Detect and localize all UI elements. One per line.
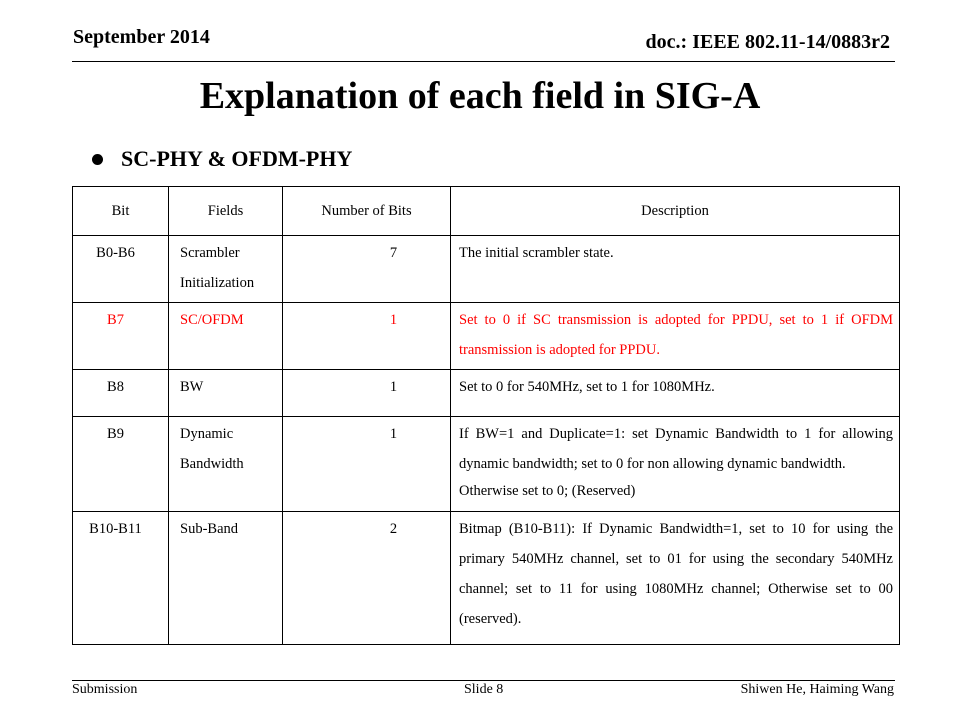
footer-authors: Shiwen He, Haiming Wang — [740, 682, 894, 697]
cell-field-line: Dynamic — [180, 426, 234, 442]
table-row — [73, 370, 900, 417]
bullet-dot-icon — [92, 154, 103, 165]
slide-title: Explanation of each field in SIG-A — [199, 75, 761, 117]
cell-field-line: Bandwidth — [180, 456, 244, 472]
cell-description — [451, 512, 900, 645]
footer-divider — [72, 680, 895, 681]
cell-description-line: If BW=1 and Duplicate=1: set Dynamic Bandwidth to 1 for allowing dynamic bandwidth; set to 0 for non allowing dynamic bandwidth. — [459, 426, 893, 472]
cell-field-line: SC/OFDM — [180, 312, 244, 328]
bullet-item — [92, 146, 352, 172]
cell-bit: B10-B11 — [73, 512, 169, 645]
cell-bit: B7 — [73, 303, 169, 370]
cell-field-line: Sub-Band — [180, 521, 238, 537]
cell-description-line: Bitmap (B10-B11): If Dynamic Bandwidth=1, set to 10 for using the primary 540MHz channel, set to 01 for using the secondary 540MHz channel; set to 11 for using 1080MHz channel; Otherwise set to 00 (reserved). — [459, 521, 893, 627]
header-divider — [72, 61, 895, 62]
cell-bit: B9 — [73, 417, 169, 512]
cell-field — [169, 236, 283, 303]
cell-bit: B8 — [73, 370, 169, 417]
cell-num-bits: 2 — [283, 512, 451, 645]
header-doc-id: doc.: IEEE 802.11-14/0883r2 — [645, 31, 890, 53]
table-row — [73, 303, 900, 370]
cell-description-line: The initial scrambler state. — [459, 245, 614, 261]
header-date: September 2014 — [73, 26, 210, 48]
bullet-text: SC-PHY & OFDM-PHY — [121, 146, 353, 171]
cell-description — [451, 236, 900, 303]
cell-field — [169, 303, 283, 370]
cell-field-line: Initialization — [180, 275, 255, 291]
cell-description-line: Set to 0 for 540MHz, set to 1 for 1080MHz. — [459, 379, 715, 395]
cell-bit: B0-B6 — [73, 236, 169, 303]
header-bit: Bit — [73, 187, 169, 236]
cell-field — [169, 512, 283, 645]
cell-field-line: Scrambler — [180, 245, 240, 261]
cell-field — [169, 370, 283, 417]
table-header-row — [73, 187, 900, 236]
cell-num-bits: 7 — [283, 236, 451, 303]
header-description: Description — [451, 187, 900, 236]
sig-a-field-table — [72, 186, 900, 645]
footer-slide-number: Slide 8 — [464, 682, 504, 697]
cell-description — [451, 303, 900, 370]
footer-submission: Submission — [72, 682, 138, 697]
cell-field — [169, 417, 283, 512]
cell-description — [451, 370, 900, 417]
table-row — [73, 512, 900, 645]
cell-description-line: Otherwise set to 0; (Reserved) — [459, 483, 636, 499]
header-number-of-bits: Number of Bits — [283, 187, 451, 236]
header-fields: Fields — [169, 187, 283, 236]
cell-field-line: BW — [180, 379, 204, 395]
cell-description-line: Set to 0 if SC transmission is adopted for PPDU, set to 1 if OFDM transmission is adopted for PPDU. — [459, 312, 893, 358]
cell-num-bits: 1 — [283, 303, 451, 370]
table-row — [73, 417, 900, 512]
cell-description — [451, 417, 900, 512]
table-row — [73, 236, 900, 303]
cell-num-bits: 1 — [283, 417, 451, 512]
cell-num-bits: 1 — [283, 370, 451, 417]
